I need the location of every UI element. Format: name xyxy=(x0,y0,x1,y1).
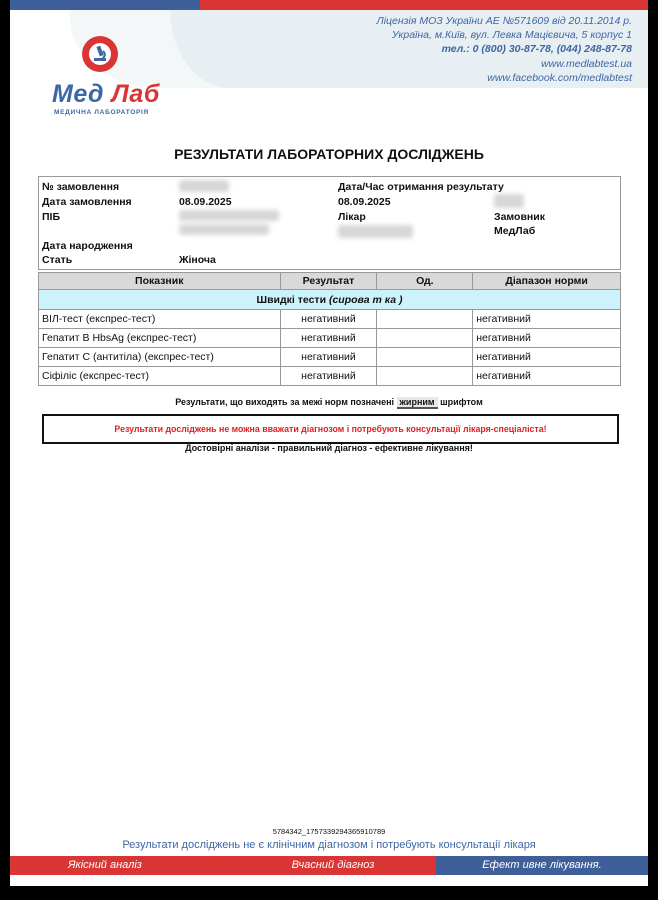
lab-contacts xyxy=(377,14,633,85)
customer-label: Замовник xyxy=(494,211,545,223)
row-range: негативний xyxy=(473,348,621,367)
row-indicator: Сіфіліс (експрес-тест) xyxy=(39,367,281,386)
sex-label: Стать xyxy=(42,254,73,266)
row-result: негативний xyxy=(280,329,377,348)
logo-name-med: Мед xyxy=(52,80,104,108)
header-reference-range: Діапазон норми xyxy=(473,273,621,290)
facebook-link[interactable]: www.facebook.com/medlabtest xyxy=(487,71,632,84)
logo-circle-inner xyxy=(89,43,111,65)
legend-note xyxy=(10,397,648,409)
customer-value: МедЛаб xyxy=(494,225,536,237)
order-number-label: № замовлення xyxy=(42,181,120,193)
redacted-result-time xyxy=(494,194,524,208)
order-date-label: Дата замовлення xyxy=(42,196,132,208)
header-unit: Од. xyxy=(377,273,473,290)
redacted-doctor-name xyxy=(338,225,413,238)
redacted-patient-name xyxy=(179,210,279,221)
slogan-timely: Вчасний діагноз xyxy=(230,856,436,875)
disclaimer-box: Результати досліджень не можна вважати діагнозом і потребують консультації лікаря-спеціаліста! xyxy=(42,414,619,444)
row-indicator: Гепатит С (антитіла) (експрес-тест) xyxy=(39,348,281,367)
result-date-label: Дата/Час отримання результату xyxy=(338,181,504,193)
row-result: негативний xyxy=(280,310,377,329)
microscope-icon xyxy=(82,36,118,72)
header-indicator: Показник xyxy=(39,273,281,290)
row-range: негативний xyxy=(473,310,621,329)
row-range: негативний xyxy=(473,329,621,348)
redacted-order-number xyxy=(179,180,229,192)
sex-value: Жіноча xyxy=(179,254,216,266)
legend-after: шрифтом xyxy=(440,397,483,407)
logo-name-lab: Лаб xyxy=(111,80,160,108)
group-title-main: Швидкі тести xyxy=(256,293,327,306)
patient-info-box xyxy=(38,176,621,270)
logo-name xyxy=(52,80,160,109)
group-title-sample: (сирова т ка ) xyxy=(328,293,403,306)
group-row-rapid-tests xyxy=(39,290,621,310)
table-row xyxy=(39,329,621,348)
table-row xyxy=(39,367,621,386)
order-date-value: 08.09.2025 xyxy=(179,196,232,208)
footer-slogan-bar xyxy=(10,856,648,875)
phone-text: тел.: 0 (800) 30-87-78, (044) 248-87-78 xyxy=(441,43,632,56)
row-unit xyxy=(377,310,473,329)
page-title: РЕЗУЛЬТАТИ ЛАБОРАТОРНИХ ДОСЛІДЖЕНЬ xyxy=(174,146,484,162)
table-row xyxy=(39,310,621,329)
top-bar-red xyxy=(200,0,648,10)
header-result: Результат xyxy=(280,273,377,290)
legend-bold-word: жирним xyxy=(397,397,438,409)
row-unit xyxy=(377,367,473,386)
website-link[interactable]: www.medlabtest.ua xyxy=(540,57,632,70)
row-result: негативний xyxy=(280,348,377,367)
motto-text: Достовірні аналізи - правильний діагноз - ефективне лікування! xyxy=(185,443,473,453)
license-text: Ліцензія МОЗ України АЕ №571609 від 20.11.2014 р. xyxy=(376,15,632,27)
table-row xyxy=(39,348,621,367)
top-bar-blue xyxy=(10,0,200,10)
slogan-effective: Ефект ивне лікування. xyxy=(436,856,648,875)
legend-before: Результати, що виходять за межі норм позначені xyxy=(175,397,395,407)
row-unit xyxy=(377,348,473,367)
redacted-patient-name-2 xyxy=(179,224,269,235)
result-date-value: 08.09.2025 xyxy=(338,196,391,208)
results-table xyxy=(38,272,621,386)
patient-name-label: ПІБ xyxy=(42,211,61,223)
report-page xyxy=(10,0,648,886)
group-title xyxy=(39,290,621,310)
doctor-label: Лікар xyxy=(338,211,366,223)
row-indicator: Гепатит В HbsAg (експрес-тест) xyxy=(39,329,281,348)
birth-date-label: Дата народження xyxy=(42,240,133,252)
document-code: 5784342_1757339294365910789 xyxy=(272,827,386,836)
medlab-logo xyxy=(52,36,172,118)
slogan-quality: Якісний аналіз xyxy=(10,856,230,875)
address-text: Україна, м.Київ, вул. Левка Мацієвича, 5 корпус 1 xyxy=(391,29,632,42)
logo-subtitle: МЕДИЧНА ЛАБОРАТОРІЯ xyxy=(54,109,149,116)
row-range: негативний xyxy=(473,367,621,386)
table-header-row xyxy=(39,273,621,290)
row-unit xyxy=(377,329,473,348)
row-indicator: ВІЛ-тест (експрес-тест) xyxy=(39,310,281,329)
top-color-bar xyxy=(10,0,648,10)
row-result: негативний xyxy=(280,367,377,386)
footer-note: Результати досліджень не є клінічним діагнозом і потребують консультації лікаря xyxy=(122,839,536,851)
